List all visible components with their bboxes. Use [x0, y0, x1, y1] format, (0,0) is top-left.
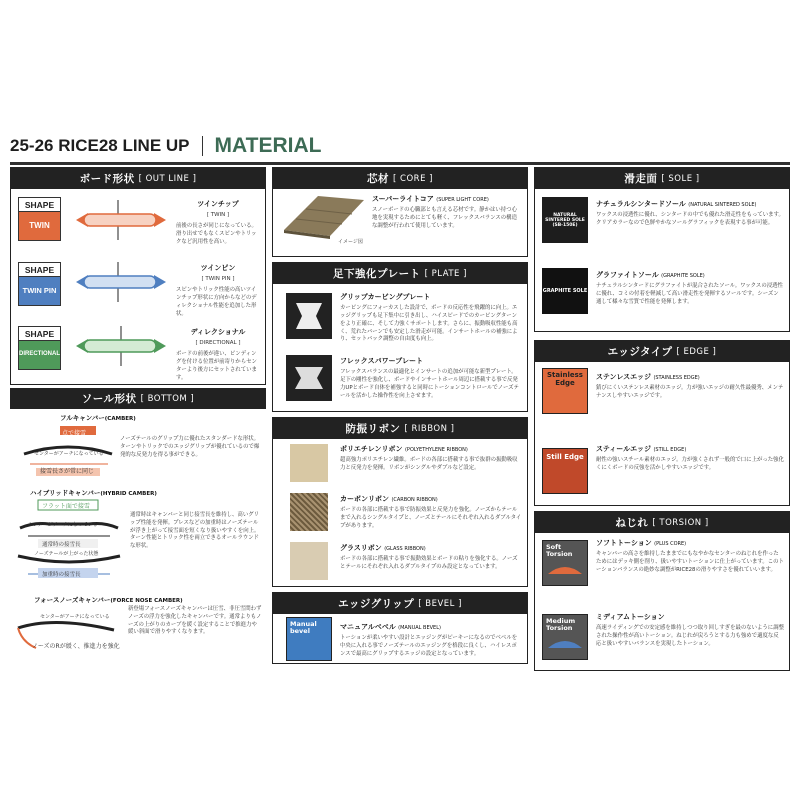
force-desc: 新登場フォースノーズキャンバーは圧雪、非圧雪問わずノーズの浮力を強化したキャンバーです。通常よりもノーズの上がりのカーブを緩く設定することで推進力や緩い斜面で滑りやすくなります。: [128, 606, 262, 636]
outline-heading: ボード形状 [ OUT LINE ]: [11, 168, 265, 189]
hybrid-label-flat: フラット面で接雪: [42, 503, 90, 510]
ribbon-item-glass: グラスリボン (GLASS RIBBON) ボードの各部に搭載する事で振動効果とボードの粘りを強化する。ノーズとテールにそれぞれ入れるダブルタイプのみ設定となっています。: [340, 544, 518, 571]
hybrid-desc: 通常時はキャンバーと同じ接雪長を維持し、高いグリップ性能を発揮。プレスなどの加重時はノーズテールが浮き上がって接雪面を短くなり扱いやすくを向上。ターン性能とトリック性を両立できるオールラウンドな形状。: [130, 512, 260, 550]
twin-pin-board-graphic: [66, 262, 176, 302]
shape-directional-badge: SHAPE DIRECTIONAL: [18, 326, 61, 370]
sole-heading: 滑走面 [ SOLE ]: [535, 168, 789, 189]
torsion-item-soft: ソフトトーション (PLUS CORE) キャンバーの高さを維持したままでにもなやかなセンターのねじれを作ったためにはデッキ側を削り、扱いやすいトーションに仕上がっています。このトーションバランスの絶妙な調整がRICE28の滑りやすさを優れていいます。: [596, 539, 784, 573]
hybrid-label-lifted: ノーズテールが上がった状態: [34, 551, 99, 557]
edge-heading: エッジタイプ [ EDGE ]: [535, 341, 789, 362]
edge-item-stainless: ステンレスエッジ (STAINLESS EDGE) 錆びにくいステンレス素材のエッジ。力が強いエッジの耐久性最優秀、メンテナンスしやすいエッジです。: [596, 373, 784, 400]
core-heading: 芯材 [ CORE ]: [273, 168, 527, 189]
torsion-item-medium: ミディアムトーション 高速ライディングでの安定感を維持しつつ取り回しすぎを最のないように調整された操作性が高いトーション。ねじれが戻ろうとする力も強めで適度な反応と扱いやすいバランスを実現したトーション。: [596, 613, 784, 647]
hybrid-label-arch: センターがアーチになっている: [28, 522, 98, 528]
plate-item-flex: フレックスパワープレート フレックスバランスの最適化とインサートの追加が可能な新型プレート。足下の剛性を強化し、ボードやインサートホール周辺に搭載する事で反発力UPとボード自体を補強すると同時にトーションコントロールでノーズテールを活かした操作性を向上させます。: [340, 357, 519, 399]
bevel-text: マニュアルベベル (MANUAL BEVEL) トーションが柔いやすい設計とエッジングがピーキーになるのでベベルを中央に入れる事でノーズテールのエッジングを格段に良くし、ハイレスポンスで最高にグリップするエッジの設定となっています。: [340, 623, 518, 657]
outline-item-twin: ツインチップ [ TWIN ] 前後の長さが同じになっている。滑り出せでもなくスピンやトリックなど汎用性を高い。: [176, 200, 257, 245]
hybrid-label-normal: 通常時の接雪長: [42, 542, 81, 548]
bottom-heading: ソール形状 [ BOTTOM ]: [10, 388, 266, 409]
carbon-ribbon-image: [290, 493, 328, 531]
glass-ribbon-image: [290, 542, 328, 580]
twin-board-graphic: [66, 200, 176, 240]
core-caption: イメージ図: [338, 239, 363, 245]
grip-plate-icon: [286, 293, 332, 339]
graphite-sole-badge: GRAPHITE SOLE: [542, 268, 588, 314]
header-rule: [10, 162, 790, 165]
stainless-edge-badge: Stainless Edge: [542, 368, 588, 414]
outline-item-directional: ディレクショナル [ DIRECTIONAL ] ボードの前後が違い、ビンディングを付ける位置が前寄りからセンターより後方にセットされています。: [176, 328, 257, 381]
material-title: MATERIAL: [214, 134, 322, 157]
sole-item-graphite: グラファイトソール (GRAPHITE SOLE) ナチュラルシンタードにグラファイトが混合されたソール。ワックスの浸透性に優れ、コミの付着を軽減して高い滑走性を発揮するソールです。シーズン通して様々な雪質で性能を発揮します。: [596, 271, 783, 305]
header-divider: [202, 136, 203, 156]
soft-torsion-badge: Soft Torsion: [542, 540, 588, 586]
plate-item-grip: グリップカービングプレート カービングにフォーカスした設計で、ボードの反応性を飛躍的に向上。エッジグリップも足下集中に引き出し、ハイスピードでのカービングターンをより正確に、そして力強くサポートします。さらに、振動吸収性能も高く、荒れたバーンでも安定した滑走が可能。インサートホールの補強により、セットバック調整の自由度も向上。: [340, 293, 518, 343]
lineup-title: 25-26 RICE28 LINE UP: [10, 136, 190, 155]
hybrid-title: ハイブリッドキャンバー(HYBRID CAMBER): [30, 489, 157, 497]
camber-label-arch: センターがアーチになっている: [34, 451, 104, 457]
page-header: [10, 134, 321, 158]
shape-twin-badge: SHAPE TWIN: [18, 197, 61, 241]
camber-label-point: 点で接雪: [62, 430, 87, 437]
force-label-nose: ノーズのRが緩く、推進力を強化: [32, 643, 120, 650]
polyethylene-ribbon-image: [290, 444, 328, 482]
hybrid-label-pressed: 加重時の接雪長: [42, 572, 81, 578]
camber-label-length: 接雪長さが常に同じ: [40, 468, 95, 475]
torsion-heading: ねじれ [ TORSION ]: [535, 512, 789, 533]
core-text: スーパーライトコア (SUPER LIGHT CORE) スノーボードの心臓部とも言える芯材です。静かはい持つ心地を実現するためにとても軽く、フレックスバランスの構造な調整が行われて使用しています。: [372, 195, 517, 229]
ribbon-heading: 防振リボン [ RIBBON ]: [273, 418, 527, 439]
medium-torsion-badge: Medium Torsion: [542, 614, 588, 660]
outline-item-twin-pin: ツインピン [ TWIN PIN ] スピンやトリック性能の高いツインチップ形状に方向からなどのディレクショナル性能を追加した形状。: [176, 264, 257, 317]
core-image: [278, 192, 368, 240]
camber-title: フルキャンバー(CAMBER): [60, 414, 136, 422]
manual-bevel-badge: Manual bevel: [286, 617, 332, 661]
camber-desc: ノーズテールのグリップ力に優れたスタンダードな形状。ターンやトリックでのエッジグリップが優れているので爆発的な反発力を得る事ができる。: [120, 436, 260, 458]
edge-item-still: スティールエッジ (STILL EDGE) 耐性の強いスチール素材のエッジ。力が強くされず一般的で口に上がった強化くにくボードの反強を活かしやすいエッジです。: [596, 445, 784, 472]
natural-sintered-sole-badge: NATURAL SINTERED SOLE (SB-150E): [542, 197, 588, 243]
force-label-arch: センターがアーチになっている: [40, 614, 110, 620]
bevel-heading: エッジグリップ [ BEVEL ]: [273, 593, 527, 614]
shape-twin-pin-badge: SHAPE TWIN PIN: [18, 262, 61, 306]
force-title: フォースノーズキャンバー(FORCE NOSE CAMBER): [34, 596, 183, 604]
ribbon-item-polyethylene: ポリエチレンリボン (POLYETHYLENE RIBBON) 超高強力ポリエチレン繊維。ボードの各部に搭載する事で抜群の振動吸収力と反発力を発揮。リボンがシングルやダブルなど設定。: [340, 445, 518, 472]
ribbon-item-carbon: カーボンリボン (CARBON RIBBON) ボードの各部に搭載する事で防振効果と反発力を強化。ノーズからテールまで入れるシングルタイプと、ノーズとテールにそれぞれ入れるダブルタイプがあります。: [340, 495, 522, 529]
flex-plate-icon: [286, 355, 332, 401]
plate-heading: 足下強化プレート [ PLATE ]: [273, 263, 527, 284]
sole-item-natural: ナチュラルシンタードソール (NATURAL SINTERED SOLE) ワックスの浸透性に優れ、シンタードの中でも優れた滑走性をもっています。クリアカラーなので色鮮やかなソールグラフィックを表現する事が可能。: [596, 200, 784, 227]
still-edge-badge: Still Edge: [542, 448, 588, 494]
directional-board-graphic: [66, 326, 176, 366]
